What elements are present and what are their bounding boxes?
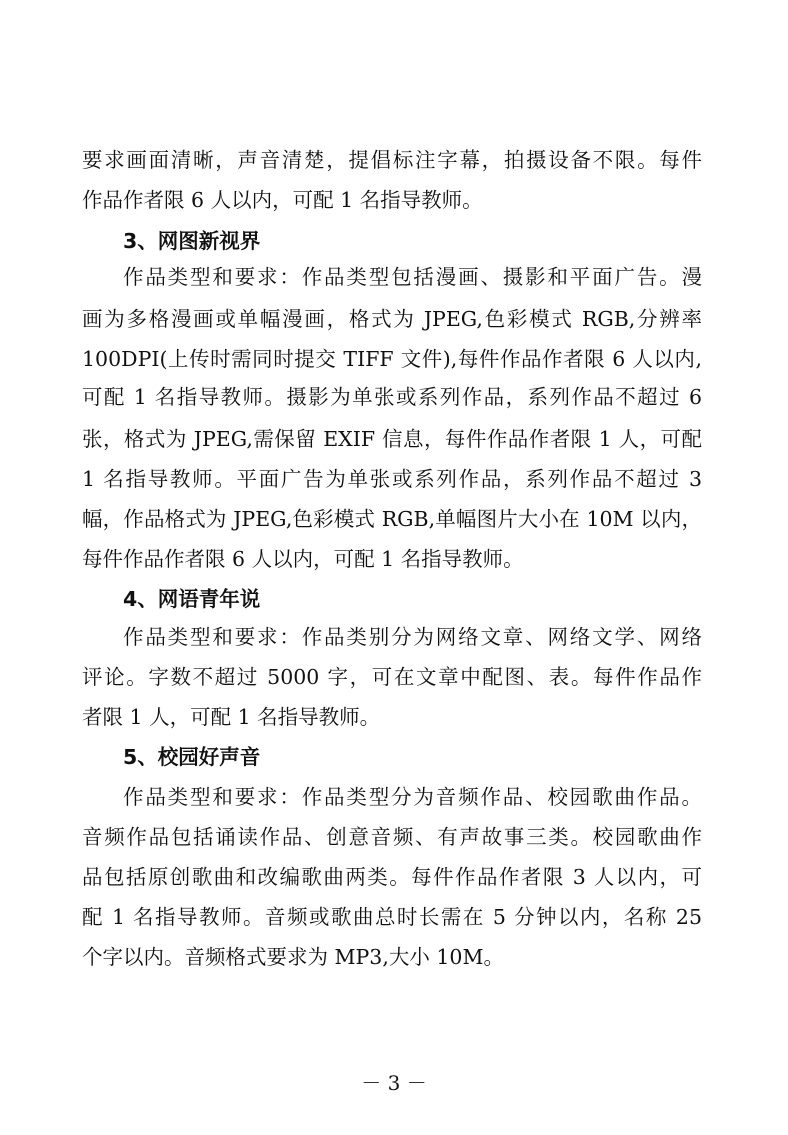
paragraph-line: 幅，作品格式为 JPEG,色彩模式 RGB,单幅图片大小在 10M 以内， <box>82 507 702 531</box>
paragraph-line: 配 1 名指导教师。音频或歌曲总时长需在 5 分钟以内，名称 25 <box>82 905 702 929</box>
paragraph-line: 作品作者限 6 人以内，可配 1 名指导教师。 <box>82 188 483 212</box>
paragraph-line: 作品类型和要求：作品类型分为音频作品、校园歌曲作品。 <box>123 785 702 809</box>
paragraph-line: 画为多格漫画或单幅漫画，格式为 JPEG,色彩模式 RGB,分辨率 <box>82 307 702 331</box>
paragraph-line: 作品类型和要求：作品类别分为网络文章、网络文学、网络 <box>123 625 702 649</box>
paragraph-line: 评论。字数不超过 5000 字，可在文章中配图、表。每件作品作 <box>82 665 702 689</box>
paragraph-line: 品包括原创歌曲和改编歌曲两类。每件作品作者限 3 人以内，可 <box>82 865 702 889</box>
paragraph-line: 作品类型和要求：作品类型包括漫画、摄影和平面广告。漫 <box>123 265 702 289</box>
paragraph-line: 每件作品作者限 6 人以内，可配 1 名指导教师。 <box>82 547 524 571</box>
paragraph-line: 要求画面清晰，声音清楚，提倡标注字幕，拍摄设备不限。每件 <box>82 148 702 172</box>
paragraph-line: 者限 1 人，可配 1 名指导教师。 <box>82 705 381 729</box>
section-heading: 3、网图新视界 <box>123 229 261 253</box>
paragraph-line: 100DPI(上传时需同时提交 TIFF 文件),每件作品作者限 6 人以内, <box>82 347 702 371</box>
paragraph-line: 个字以内。音频格式要求为 MP3,大小 10M。 <box>82 945 504 969</box>
page-number: － 3 － <box>361 1071 427 1095</box>
paragraph-line: 1 名指导教师。平面广告为单张或系列作品，系列作品不超过 3 <box>82 467 702 491</box>
paragraph-line: 张，格式为 JPEG,需保留 EXIF 信息，每件作品作者限 1 人，可配 <box>82 427 702 451</box>
section-heading: 5、校园好声音 <box>123 745 261 769</box>
paragraph-line: 可配 1 名指导教师。摄影为单张或系列作品，系列作品不超过 6 <box>82 385 702 409</box>
section-heading: 4、网语青年说 <box>123 587 261 611</box>
paragraph-line: 音频作品包括诵读作品、创意音频、有声故事三类。校园歌曲作 <box>82 825 702 849</box>
